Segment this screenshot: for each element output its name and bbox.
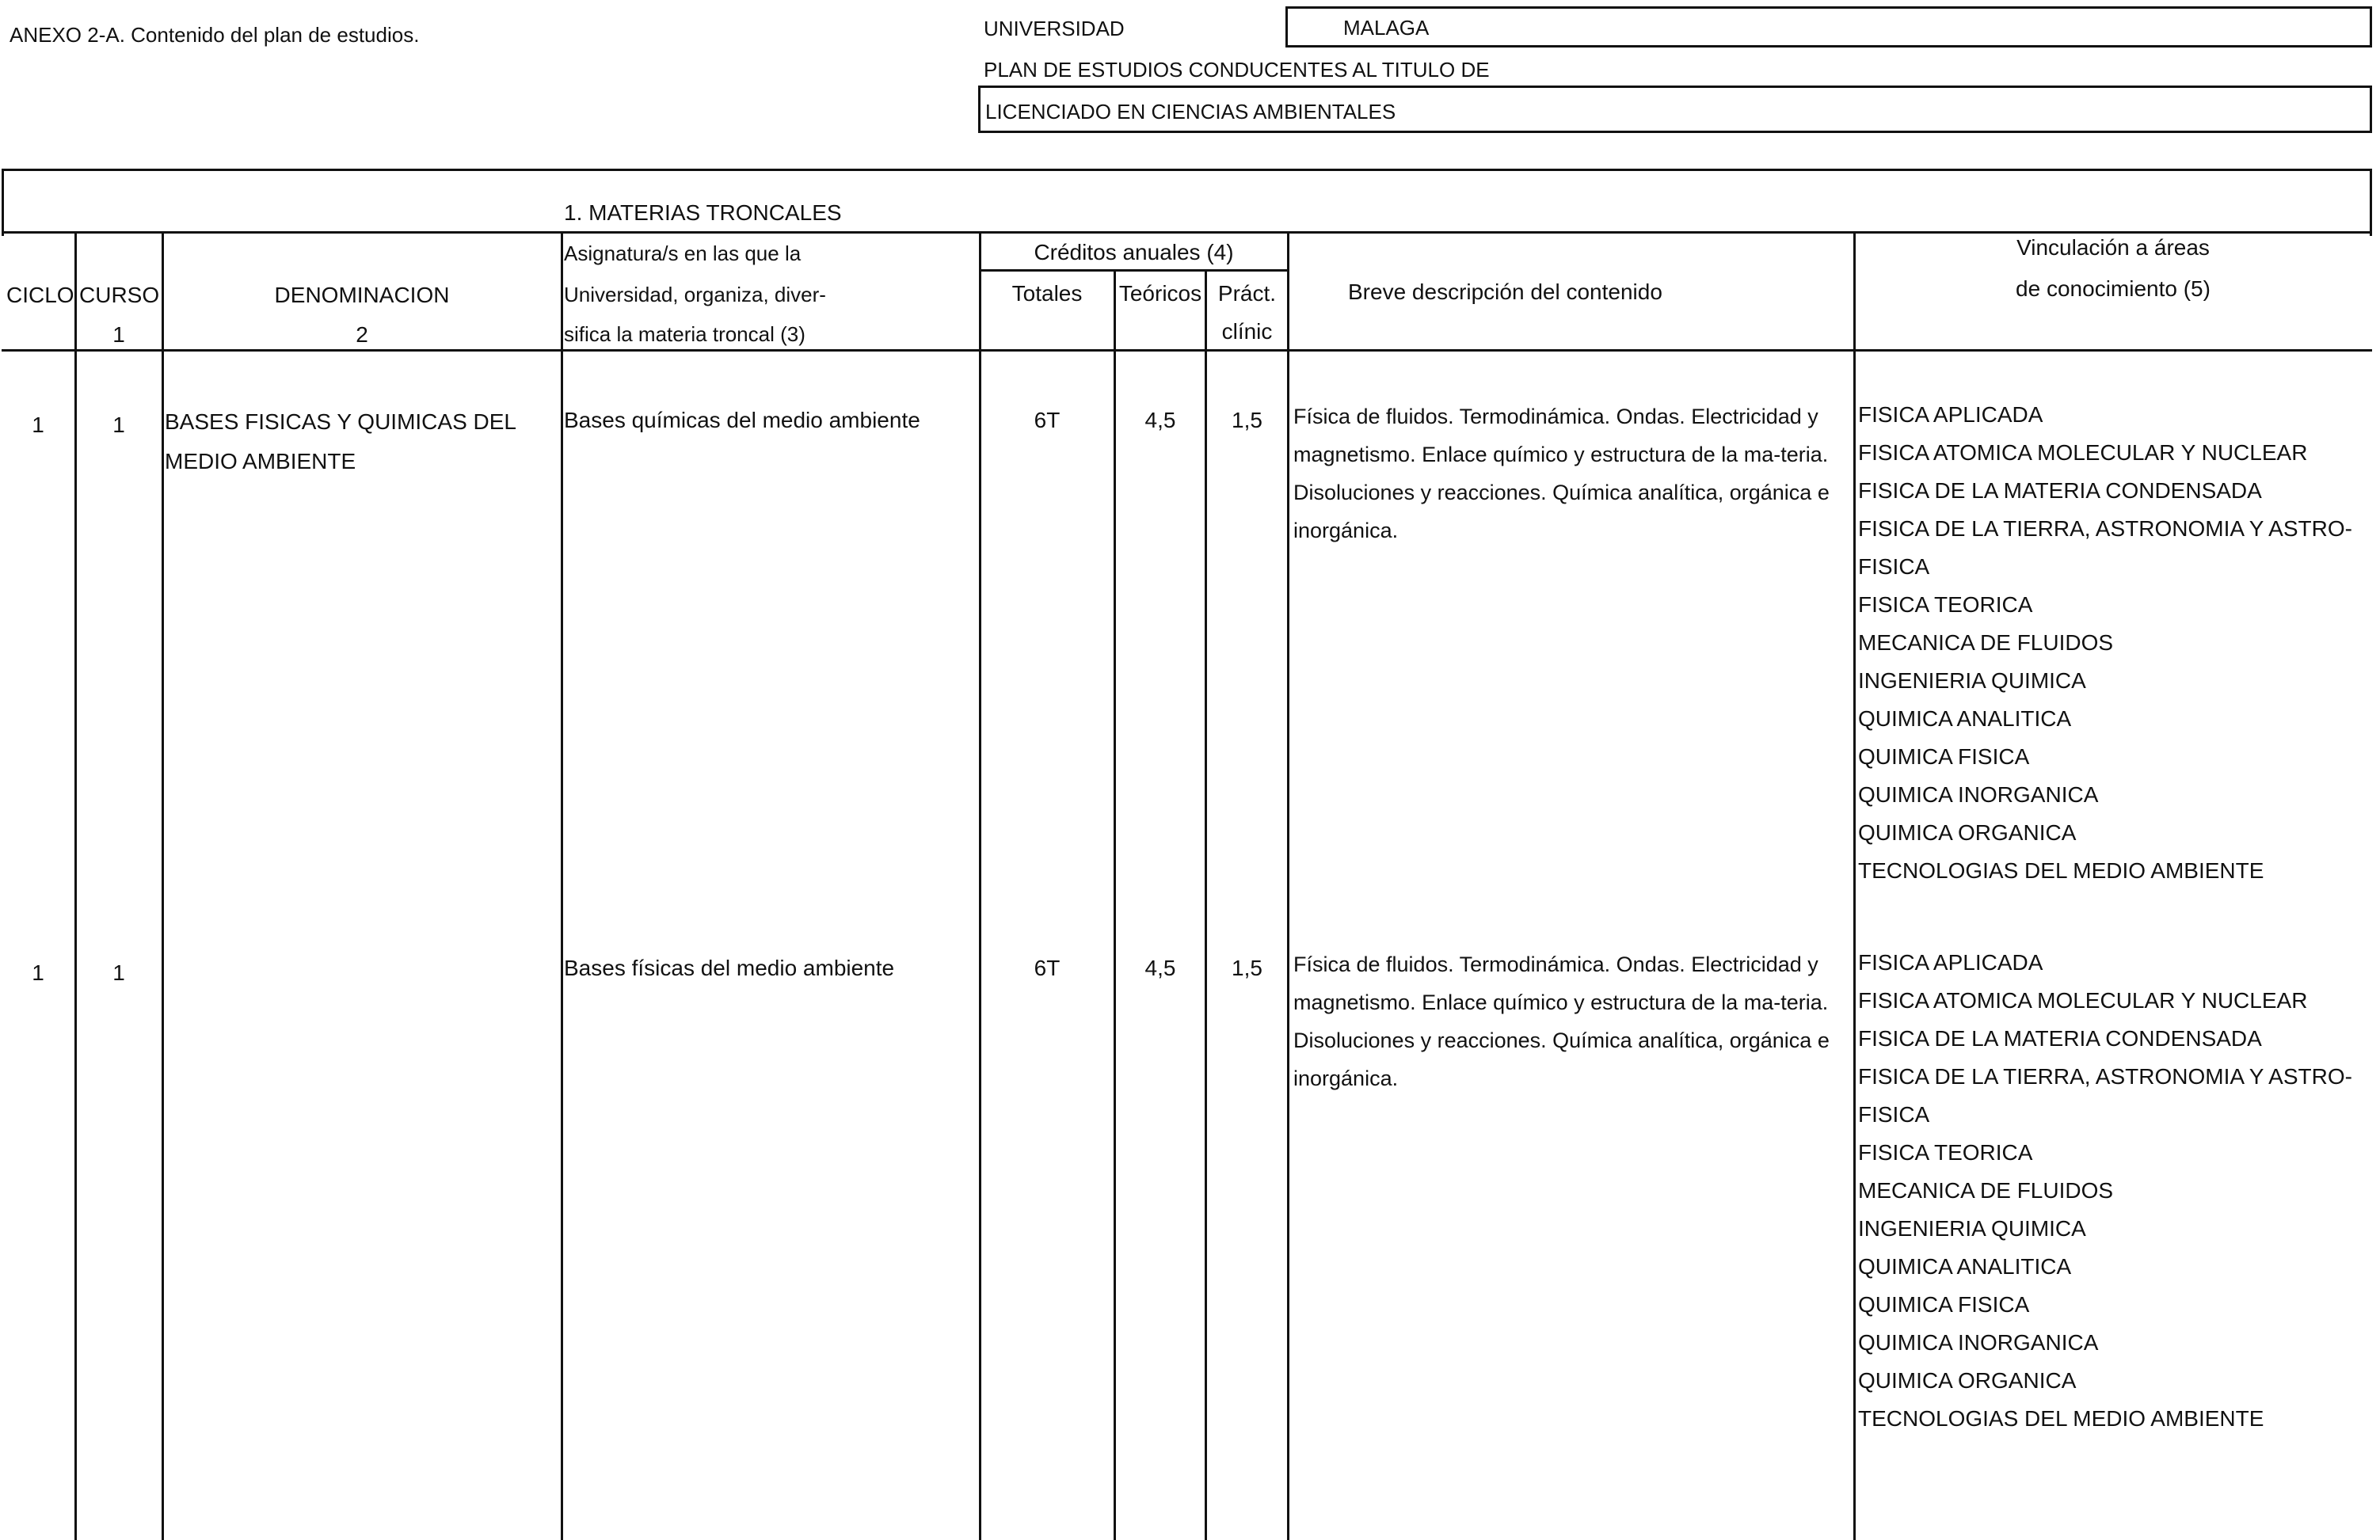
list-item: MECANICA DE FLUIDOS	[1858, 630, 2114, 655]
row-totales: 6T	[1034, 408, 1061, 432]
plan-label: PLAN DE ESTUDIOS CONDUCENTES AL TITULO DE	[984, 58, 1490, 82]
list-item: QUIMICA ANALITICA	[1858, 706, 2072, 731]
row-ciclo: 1	[32, 413, 44, 437]
table-top-border	[2, 169, 2372, 171]
row-teoricos: 4,5	[1144, 956, 1176, 980]
col-header-asignatura-line1: Asignatura/s en las que la	[564, 241, 802, 265]
header-top-rule	[2, 231, 2372, 234]
col-header-vinculacion-line2: de conocimiento (5)	[2016, 276, 2211, 301]
list-item: QUIMICA FISICA	[1858, 1292, 2030, 1317]
list-item: FISICA	[1858, 554, 1930, 579]
col-divider-denominacion	[561, 233, 563, 1540]
col-header-asignatura-line2: Universidad, organiza, diver-	[564, 283, 826, 306]
row-areas-list	[1858, 944, 2352, 1438]
row-practicos: 1,5	[1232, 956, 1262, 980]
col-divider-curso	[162, 233, 164, 1540]
row-asignatura: Bases físicas del medio ambiente	[564, 956, 895, 980]
header-bottom-rule	[2, 349, 2372, 352]
degree-box	[978, 86, 2372, 133]
list-item: FISICA DE LA MATERIA CONDENSADA	[1858, 478, 2262, 503]
table-left-border	[2, 169, 4, 236]
list-item: QUIMICA ANALITICA	[1858, 1254, 2072, 1279]
list-item: QUIMICA INORGANICA	[1858, 1330, 2099, 1355]
row-asignatura: Bases químicas del medio ambiente	[564, 408, 920, 432]
degree-value: LICENCIADO EN CIENCIAS AMBIENTALES	[985, 100, 1396, 124]
row-denominacion-line2: MEDIO AMBIENTE	[165, 449, 356, 473]
col-header-creditos: Créditos anuales (4)	[1034, 240, 1234, 264]
list-item: FISICA DE LA TIERRA, ASTRONOMIA Y ASTRO-	[1858, 1064, 2352, 1089]
list-item: INGENIERIA QUIMICA	[1858, 1216, 2086, 1241]
col-header-denominacion-num: 2	[356, 322, 368, 347]
university-value: MALAGA	[1343, 16, 1430, 40]
row-ciclo: 1	[32, 960, 44, 985]
col-header-curso-num: 1	[112, 322, 125, 347]
list-item: FISICA TEORICA	[1858, 592, 2033, 617]
col-divider-creditos	[1287, 233, 1289, 1540]
list-item: QUIMICA FISICA	[1858, 744, 2030, 769]
col-header-ciclo: CICLO	[6, 283, 74, 307]
col-header-denominacion: DENOMINACION	[274, 283, 450, 307]
list-item: QUIMICA INORGANICA	[1858, 782, 2099, 807]
col-divider-teoricos	[1205, 271, 1207, 1540]
list-item: TECNOLOGIAS DEL MEDIO AMBIENTE	[1858, 858, 2264, 883]
list-item: FISICA APLICADA	[1858, 402, 2043, 427]
list-item: MECANICA DE FLUIDOS	[1858, 1178, 2114, 1203]
col-header-teoricos: Teóricos	[1118, 281, 1202, 306]
list-item: FISICA TEORICA	[1858, 1140, 2033, 1165]
table-right-border	[2370, 169, 2372, 236]
row-curso: 1	[112, 960, 125, 985]
col-divider-descripcion	[1853, 233, 1856, 1540]
list-item: TECNOLOGIAS DEL MEDIO AMBIENTE	[1858, 1406, 2264, 1431]
list-item: FISICA DE LA MATERIA CONDENSADA	[1858, 1026, 2262, 1051]
credits-subheader-rule	[979, 269, 1288, 272]
list-item: FISICA DE LA TIERRA, ASTRONOMIA Y ASTRO-	[1858, 516, 2352, 541]
col-header-asignatura-line3: sifica la materia troncal (3)	[564, 322, 805, 346]
row-descripcion: Física de fluidos. Termodinámica. Ondas. Electricidad y magnetismo. Enlace químico y estructura de la ma-teria. Disoluciones y reacciones. Química analítica, orgánica e inorgánica.	[1293, 405, 1830, 542]
list-item: FISICA APLICADA	[1858, 950, 2043, 975]
row-areas-list	[1858, 396, 2352, 890]
col-header-totales: Totales	[1011, 281, 1083, 306]
col-header-practicos: Práct.	[1217, 281, 1277, 306]
list-item: FISICA ATOMICA MOLECULAR Y NUCLEAR	[1858, 440, 2308, 465]
list-item: QUIMICA ORGANICA	[1858, 820, 2077, 845]
list-item: FISICA	[1858, 1102, 1930, 1127]
row-totales: 6T	[1034, 956, 1061, 980]
row-curso: 1	[112, 413, 125, 437]
col-header-vinculacion-line1: Vinculación a áreas	[2016, 235, 2210, 260]
university-label: UNIVERSIDAD	[984, 17, 1125, 40]
list-item: INGENIERIA QUIMICA	[1858, 668, 2086, 693]
col-divider-totales	[1114, 271, 1116, 1540]
row-teoricos: 4,5	[1144, 408, 1176, 432]
row-denominacion-line1: BASES FISICAS Y QUIMICAS DEL	[165, 409, 516, 434]
col-header-curso: CURSO	[79, 283, 160, 307]
list-item: FISICA ATOMICA MOLECULAR Y NUCLEAR	[1858, 988, 2308, 1013]
col-header-descripcion: Breve descripción del contenido	[1348, 279, 1662, 304]
col-header-practicos-clinic: clínic	[1221, 319, 1273, 344]
university-box	[1285, 6, 2372, 48]
row-descripcion: Física de fluidos. Termodinámica. Ondas. Electricidad y magnetismo. Enlace químico y estructura de la ma-teria. Disoluciones y reacciones. Química analítica, orgánica e inorgánica.	[1293, 953, 1830, 1090]
section-title: 1. MATERIAS TRONCALES	[564, 200, 842, 225]
list-item: QUIMICA ORGANICA	[1858, 1368, 2077, 1393]
row-practicos: 1,5	[1232, 408, 1262, 432]
annex-title: ANEXO 2-A. Contenido del plan de estudios.	[10, 23, 420, 47]
